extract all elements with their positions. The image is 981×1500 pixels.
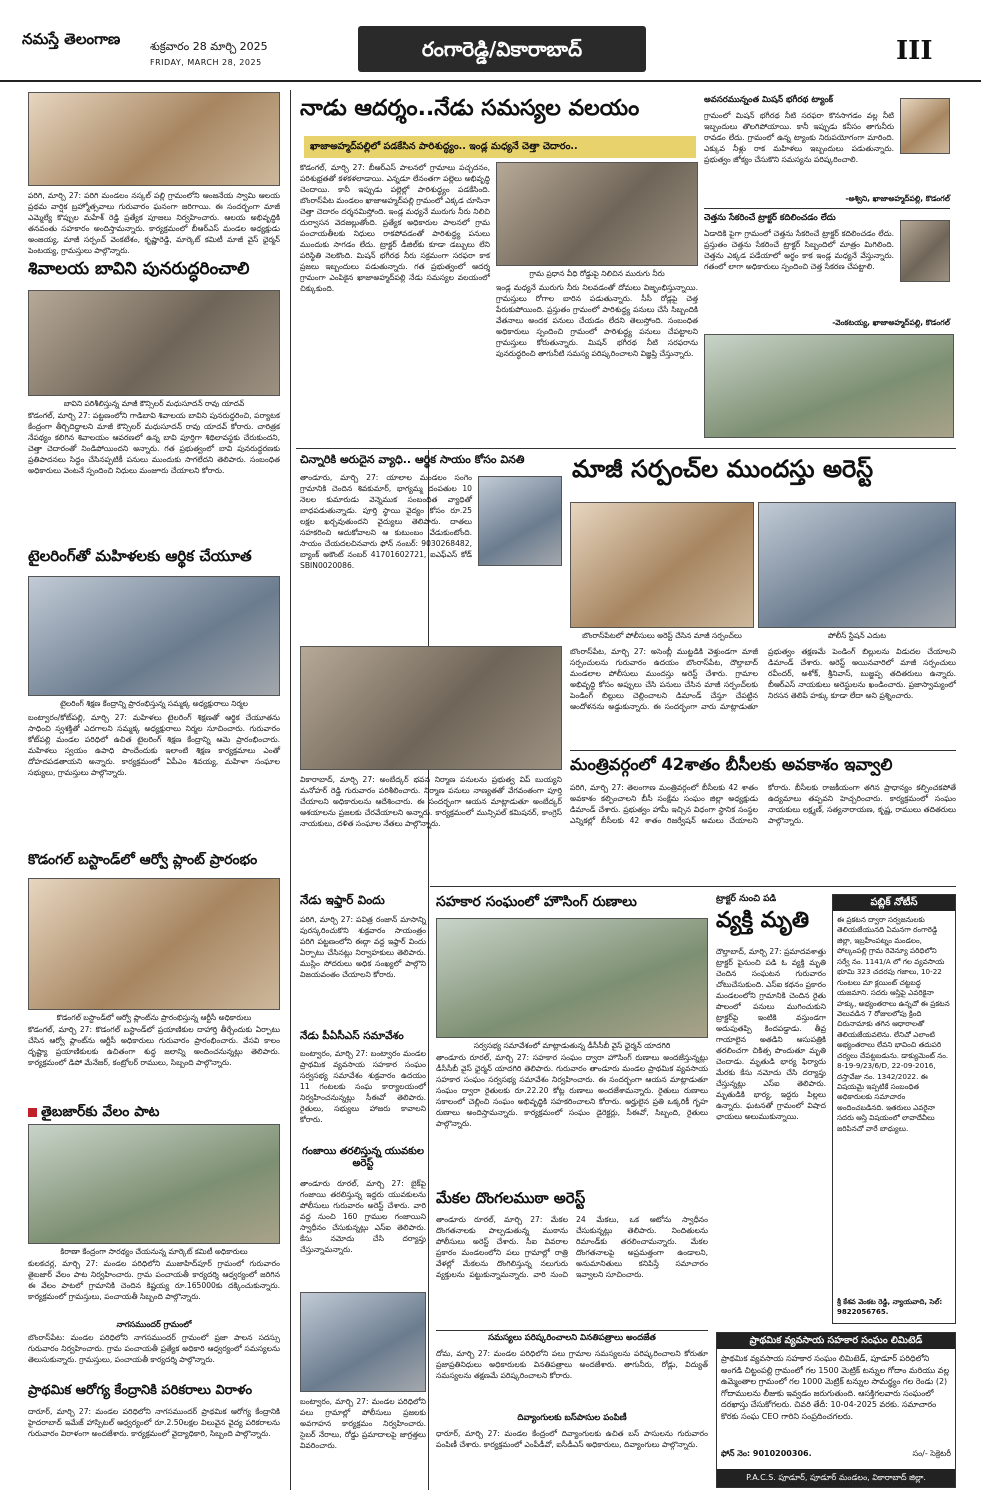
article-body: తాండూరు రూరల్, మార్చి 27: మేకల దొంగతనాలకు పాల్పడుతున్న ముఠాను పోలీసులు అరెస్ట్ చేశారు. సీఐ వివరాల ప్రకారం మండలంలోని పలు గ్రామాల్లో రాత్రి వేళల్లో మేకలను దొంగిలిస్తున్న నలుగురు వ్యక్తులను పట్టుకున్నామన్నారు. వారి నుంచి 24 మేకలు, ఒక ఆటోను స్వాధీనం చేసుకున్నట్లు తెలిపారు. నిందితులను రిమాండ్‌కు తరలించామన్నారు. మేకల దొంగతనాలపై అప్రమత్తంగా ఉండాలని, అనుమానితులు కనిపిస్తే సమాచారం ఇవ్వాలని సూచించారు. <box>436 1215 708 1279</box>
bullet-icon <box>28 1108 37 1117</box>
photo-caption: కొడంగల్ బస్టాండ్‌లో ఆర్వో ప్లాంట్‌ను ప్రారంభిస్తున్న ఆర్టీసీ అధికారులు <box>28 1012 280 1025</box>
tractor-photo <box>704 334 954 438</box>
market-auction-photo <box>28 1124 280 1244</box>
notice-footer: P.A.C.S. పూడూర్, పూడూర్ మండలం, వికారాబాద్ జిల్లా. <box>717 1469 955 1487</box>
article-body: కొడంగల్, మార్చి 27: బీఆర్ఎస్ పాలనలో గ్రామాలు పచ్చదనం, పరిశుభ్రతతో కళకళలాడాయి. ఎన్నడూ లేనంతగా పల్లెలు అభివృద్ధి చెందాయి. కానీ ఇప్పుడు పల్లెల్లో పారిశుద్ధ్యం పడకేసింది. బొంరాస్‌పేట మండలం ఖాజాఅహ్మద్‌పల్లి గ్రామంలో ఎక్కడ చూసినా చెత్తా చెదారం దర్శనమిస్తోంది. ఇండ్ల మధ్యనే మురుగు నీరు నిలిచి దుర్వాసన వెదజల్లుతోంది. ప్రత్యేక అధికారుల పాలనలో గ్రామ పంచాయతీలకు నిధులు రాకపోవడంతో పారిశుద్ధ్య పనులు ముందుకు సాగడం లేదు. ట్రాక్టర్ డీజిల్‌కు కూడా డబ్బులు లేని పరిస్థితి నెలకొంది. మిషన్ భగీరథ నీరు సక్రమంగా సరఫరా కాక ప్రజలు ఇబ్బందులు పడుతున్నారు. గత ప్రభుత్వంలో ఆదర్శ గ్రామంగా ఎంపికైన ఖాజాఅహ్మద్‌పల్లి నేడు సమస్యల వలయంలో చిక్కుకుంది. <box>300 163 490 293</box>
divider <box>570 750 956 751</box>
article-headline: సహకార సంఘంలో హౌసింగ్ రుణాలు <box>436 894 637 910</box>
notice-body: ప్రాథమిక వ్యవసాయ సహకార సంఘం లిమిటెడ్, పూడూర్ పరిధిలోని అంగడి చిట్టంపల్లి గ్రామంలో గల 1500 మెట్రిక్ టన్నుల గోదాం మరియు వల్ల ఉమ్మెంతాల గ్రామంలో గల 1000 మెట్రిక్ టన్నుల సామర్థ్యం గల రెండు (2) గోదాములను లీజుకు ఇవ్వడం జరుగుతుంది. ఆసక్తిగలవారు సంఘంలో దరఖాస్తు చేసుకోగలరు. చివరి తేదీ: 10-04-2025 వరకు. సమాచారం కొరకు సంఘ CEO గారిని సంప్రదించగలరు. <box>721 1354 950 1421</box>
article-body: బంట్వారం, మార్చి 27: బంట్వారం మండల ప్రాథమిక వ్యవసాయ సహకార సంఘం సర్వసభ్య సమావేశం శుక్రవారం ఉదయం 11 గంటలకు సంఘ కార్యాలయంలో నిర్వహించనున్నట్లు సీఈవో తెలిపారు. రైతులు, సభ్యులు హాజరు కావాలని కోరారు. <box>300 1049 426 1124</box>
article-body: దౌల్తాబాద్, మార్చి 27: ప్రమాదవశాత్తు ట్రాక్టర్ పైనుంచి పడి ఓ వ్యక్తి మృతి చెందిన సంఘటన గురువారం చోటుచేసుకుంది. ఎస్ఐ కథనం ప్రకారం మండలంలోని గ్రామానికి చెందిన రైతు పొలంలో పనులు ముగించుకుని ట్రాక్టర్‌పై ఇంటికి వస్తుండగా అదుపుతప్పి కిందపడ్డాడు. తీవ్ర గాయాలైన అతడిని ఆసుపత్రికి తరలించగా చికిత్స పొందుతూ మృతి చెందాడు. మృతుడి భార్య ఫిర్యాదు మేరకు కేసు నమోదు చేసి దర్యాప్తు చేస్తున్నట్లు ఎస్ఐ తెలిపారు. మృతుడికి భార్య, ఇద్దరు పిల్లలు ఉన్నారు. ఘటనతో గ్రామంలో విషాద ఛాయలు అలుముకున్నాయి. <box>716 947 826 1121</box>
photo-caption: బావిని పరిశీలిస్తున్న మాజీ కౌన్సిలర్ మధుసూదన్ రావు యాదవ్ <box>28 398 280 411</box>
article-body: తాండూరు రూరల్, మార్చి 27: సహకార సంఘం ద్వారా హౌసింగ్ రుణాలు అందజేస్తున్నట్లు డీసీసీబీ వైస్ ఛైర్మన్ యాదగిరి తెలిపారు. గురువారం తాండూరు మండల ప్రాథమిక వ్యవసాయ సహకార సంఘం సర్వసభ్య సమావేశం నిర్వహించారు. ఈ సందర్భంగా ఆయన మాట్లాడుతూ సంఘం ద్వారా రైతులకు రూ.22.20 కోట్ల రుణాలు అందజేశామన్నారు. రైతులు రుణాలు సకాలంలో చెల్లించి సంఘం అభివృద్ధికి సహకరించాలని కోరారు. అర్హులైన ప్రతి ఒక్కరికీ గృహ రుణాలు అందిస్తామన్నారు. కార్యక్రమంలో సంఘం డైరెక్టర్లు, సీఈవో, సిబ్బంది, రైతులు పాల్గొన్నారు. <box>436 1053 708 1128</box>
newspaper-brand: నమస్తే తెలంగాణ <box>22 30 121 48</box>
article-body: ధారూర్, మార్చి 27: మండల కేంద్రంలో దివ్యాంగులకు ఉచిత బస్ పాసులను గురువారం పంపిణీ చేశారు. కార్యక్రమంలో ఎంపీడీవో, ఐసీడీఎస్ అధికారులు, దివ్యాంగులు పాల్గొన్నారు. <box>436 1429 708 1449</box>
arrest-photo-1 <box>570 502 754 628</box>
article-headline: కొడంగల్ బస్టాండ్‌లో ఆర్వో ప్లాంట్ ప్రారంభం <box>28 852 258 868</box>
notice-phone: ఫోన్ నెం: 9010200306. <box>721 1449 812 1458</box>
article-headline <box>28 1104 280 1120</box>
column-divider <box>290 90 291 1490</box>
article-headline: దివ్యాంగులకు బస్‌పాసుల పంపిణీ <box>517 1413 627 1423</box>
photo-caption: గ్రామ ప్రధాన వీధి రోడ్డుపై నిలిచిన మురుగు నీరు <box>496 268 698 281</box>
article-headline: శివాలయ బావిని పునరుద్ధరించాలి <box>28 259 250 279</box>
notice-header: ప్రాథమిక వ్యవసాయ సహకార సంఘం లిమిటెడ్ <box>717 1333 955 1349</box>
article-headline: నేడు ఇఫ్తార్ విందు <box>300 893 385 907</box>
article-body: ఇండ్ల మధ్యనే మురుగు నీరు నిలవడంతో దోమలు విజృంభిస్తున్నాయి. గ్రామస్తులు రోగాల బారిన పడుతున్నారు. సీసీ రోడ్లపై చెత్త పేరుకుపోయింది. ప్రస్తుతం గ్రామంలో పారిశుద్ధ్య పనులు చేసే సిబ్బందికి వేతనాలు అందక పనులు చేయడం లేదని తెలుస్తోంది. సంబంధిత అధికారులు స్పందించి గ్రామంలో పారిశుద్ధ్య పనులు చేపట్టాలని గ్రామస్తులు కోరుతున్నారు. మిషన్ భగీరథ నీటి సరఫరాను పునరుద్ధరించి తాగునీటి సమస్య పరిష్కరించాలని విజ్ఞప్తి చేస్తున్నారు. <box>496 283 698 358</box>
article-body: తాండూరు రూరల్, మార్చి 27: బైక్‌పై గంజాయి తరలిస్తున్న ఇద్దరు యువకులను పోలీసులు గురువారం అరెస్ట్ చేశారు. వారి వద్ద నుంచి 160 గ్రాముల గంజాయిని స్వాధీనం చేసుకున్నట్లు ఎస్ఐ తెలిపారు. కేసు నమోదు చేసి దర్యాప్తు చేస్తున్నామన్నారు. <box>300 1179 426 1254</box>
tailoring-photo <box>28 576 280 696</box>
article-body: పరిగి, మార్చి 27: పవిత్ర రంజాన్ మాసాన్ని పురస్కరించుకొని శుక్రవారం సాయంత్రం పరిగి పట్టణంలోని ఈద్గా వద్ద ఇఫ్తార్ విందు ఏర్పాటు చేసినట్లు నిర్వాహకులు తెలిపారు. ముస్లిం సోదరులు అధిక సంఖ్యలో పాల్గొని విజయవంతం చేయాలని కోరారు. <box>300 915 426 979</box>
photo-caption: బొంరాస్‌పేటలో పోలీసులు అరెస్ట్ చేసిన మాజీ సర్పంచ్‌లు <box>570 630 754 643</box>
article-body: బంట్వారం, మార్చి 27: మండల పరిధిలోని పలు గ్రామాల్లో పోలీసులు ప్రజలకు అవగాహన కార్యక్రమం నిర్వహించారు. సైబర్ నేరాలు, రోడ్డు ప్రమాదాలపై జాగ్రత్తలు వివరించారు. <box>300 1397 426 1450</box>
divider <box>430 886 956 887</box>
article-body: పరిగి, మార్చి 27: పరిగి మండలం నస్కల్ పల్లి గ్రామంలోని ఆంజనేయ స్వామి ఆలయ ప్రథమ వార్షిక బ్రహ్మోత్సవాలు గురువారం ఘనంగా జరిగాయి. ఈ సందర్భంగా మాజీ ఎమ్మెల్యే కొప్పుల మహేశ్ రెడ్డి ప్రత్యేక పూజలు నిర్వహించారు. ఆలయ అభివృద్ధికి తనవంతు సహకారం అందిస్తామన్నారు. కార్యక్రమంలో బీఆర్ఎస్ మండల అధ్యక్షుడు అంజయ్య, మాజీ సర్పంచ్ వెంకటేశం, కృష్ణారెడ్డి, మార్కెట్ కమిటీ మాజీ వైస్ ఛైర్మన్ పెంటయ్య, గ్రామస్తులు పాల్గొన్నారు. <box>28 191 280 255</box>
article-body: బొంరాస్‌పేట, మార్చి 27: అసెంబ్లీ ముట్టడికి వెళ్తుండగా మాజీ సర్పంచులను గురువారం ఉదయం బొంరాస్‌పేట, దౌల్తాబాద్ మండలాల పోలీసులు ముందస్తు అరెస్ట్ చేశారు. గ్రామాల అభివృద్ధి కోసం అప్పులు చేసి పనులు చేసిన మాజీ సర్పంచ్‌లకు పెండింగ్ బిల్లులు చెల్లించాలని డిమాండ్ చేస్తూ చేపట్టిన ఆందోళనను అడ్డుకున్నారు. ఈ సందర్భంగా వారు మాట్లాడుతూ ప్రభుత్వం తక్షణమే పెండింగ్ బిల్లులను విడుదల చేయాలని డిమాండ్ చేశారు. అరెస్ట్ అయినవారిలో మాజీ సర్పంచులు రవీందర్, అశోక్, శ్రీనివాస్, బుజ్జప్ప తదితరులు ఉన్నారు. బీఆర్ఎస్ నాయకులు అరెస్టులను ఖండించారు. ప్రజాస్వామ్యంలో నిరసన తెలిపే హక్కు కూడా లేదా అని ప్రశ్నించారు. <box>570 647 956 711</box>
police-banner-photo <box>300 1292 426 1392</box>
photo-caption: కిరాణా కేంద్రంగా సారథ్యం చేయనున్న మార్కెట్ కమిటీ అధికారులు <box>28 1246 280 1259</box>
quote-title: అవసరమున్నంత మిషన్ భగీరథ ట్యాంక్ <box>704 95 834 105</box>
quote-body: గ్రామంలో మిషన్ భగీరథ నీటి సరఫరా కొనసాగడం వల్ల నీటి ఇబ్బందులు తొలగిపోయాయి. కానీ ఇప్పుడు కనీసం తాగునీరు రావడం లేదు. గ్రామంలో ఉన్న ట్యాంకు నిరుపయోగంగా మారింది. ఎక్కువ నీళ్లు రాక మహిళలు ఇబ్బందులు పడుతున్నారు. ప్రభుత్వం జోక్యం చేసుకొని సమస్యను పరిష్కరించాలి. <box>704 111 894 164</box>
article-body: దారూర్, మార్చి 27: మండల పరిధిలోని నాగసముందర్ ప్రాథమిక ఆరోగ్య కేంద్రానికి హైదరాబాద్ ఇమేజ్ హాస్పిటల్ ఆధ్వర్యంలో రూ.2.50లక్షల విలువైన వైద్య పరికరాలను గురువారం విరాళంగా అందజేశారు. కార్యక్రమంలో వైద్యాధికారి, సిబ్బంది పాల్గొన్నారు. <box>28 1407 280 1438</box>
resident-portrait <box>900 98 950 154</box>
notice-sign: సం/- సెక్రెటరీ <box>912 1449 951 1458</box>
article-headline: మంత్రివర్గంలో 42శాతం బీసీలకు అవకాశం ఇవ్వాలి <box>570 755 893 774</box>
article-body: కొడంగల్, మార్చి 27: పట్టణంలోని గాడిబావి శివాలయ బావిని పునరుద్ధరించి, పర్యాటక కేంద్రంగా తీర్చిదిద్దాలని మాజీ కౌన్సిలర్ మధుసూదన్ రావు యాదవ్ కోరారు. చారిత్రక నేపథ్యం కలిగిన శివాలయం ఆవరణలో ఉన్న బావి పూర్తిగా శిథిలావస్థకు చేరుకుందని, చెత్తా చెదారంతో నిండిపోయిందని అన్నారు. గత ప్రభుత్వంలో బావి పునరుద్ధరణకు ప్రతిపాదనలు సిద్ధం చేసినప్పటికీ పనులు ముందుకు సాగలేదని తెలిపారు. సంబంధిత అధికారులు వెంటనే స్పందించి నిధులు మంజూరు చేయాలని కోరారు. <box>28 411 280 475</box>
quote-title: చెత్తను సేకరించే ట్రాక్టర్ కదిలించడం లేదు <box>704 213 836 223</box>
article-headline: గంజాయి తరలిస్తున్న యువకుల అరెస్ట్ <box>302 1146 424 1169</box>
photo-caption: పోలీస్ స్టేషన్ ఎదుట <box>758 630 956 643</box>
photo-caption: టైలరింగ్ శిక్షణ కేంద్రాన్ని ప్రారంభిస్తున్న సమ్మక్క అధ్యక్షురాలు నిర్మల <box>28 698 280 711</box>
resident-portrait <box>900 220 950 282</box>
article-headline: మేకల దొంగలముఠా అరెస్ట్ <box>436 1189 586 1207</box>
article-headline: మాజీ సర్పంచ్‌ల ముందస్తు అరెస్ట్ <box>572 455 874 483</box>
article-kicker: ట్రాక్టర్ నుంచి పడి <box>716 894 777 904</box>
arrest-photo-2 <box>758 502 956 628</box>
photo-caption: సర్వసభ్య సమావేశంలో మాట్లాడుతున్న డీసీసీబీ వైస్ ఛైర్మన్ యాదగిరి <box>436 1040 708 1053</box>
notice-header: పబ్లిక్ నోటీస్ <box>833 895 955 911</box>
quote-body: ఏడాదికి పైగా గ్రామంలో చెత్తను సేకరించే ట్రాక్టర్ కదిలించడం లేదు. ప్రస్తుతం చెత్తను సేకరించే ట్రాక్టర్ సిబ్బందిలో మాత్రం మిగిలింది. చెత్తను ఎక్కడ పడేయాలో అర్థం కాక ఇండ్ల మధ్యనే వేస్తున్నారు. గతంలో లాగా అధికారులు స్పందించి చెత్త సేకరణ చేపట్టాలి. <box>704 229 894 271</box>
article-body: దోమ, మార్చి 27: మండల పరిధిలోని పలు గ్రామాల సమస్యలను పరిష్కరించాలని కోరుతూ ప్రజాప్రతినిధులు అధికారులకు వినతిపత్రాలు అందజేశారు. తాగునీరు, రోడ్లు, విద్యుత్ సమస్యలను తక్షణమే పరిష్కరించాలని కోరారు. <box>436 1349 708 1380</box>
date-english: FRIDAY, MARCH 28, 2025 <box>150 58 262 67</box>
lead-subhead: ఖాజాఅహ్మద్‌పల్లిలో పడకేసిన పారిశుద్ధ్యం.. ఇండ్ల మధ్యనే చెత్తా చెదారం.. <box>304 136 696 158</box>
divider <box>704 208 950 209</box>
article-body: బొంరాస్‌పేట: మండల పరిధిలోని నాగసముందర్ గ్రామంలో ప్రజా పాలన సదస్సు గురువారం నిర్వహించారు. గ్రామ పంచాయతీ ప్రత్యేక అధికారి ఆధ్వర్యంలో సమస్యలను తెలుసుకున్నారు. గ్రామస్తులు, పంచాయతీ కార్యదర్శి పాల్గొన్నారు. <box>28 1333 280 1364</box>
lead-headline: నాడు ఆదర్శం..నేడు సమస్యల వలయం <box>300 96 640 121</box>
page-number: III <box>896 36 933 66</box>
article-headline: నాగసముందర్ గ్రామంలో <box>116 1320 192 1329</box>
notice-body: ఈ ప్రకటన ద్వారా సర్వజనులకు తెలియజేయునది ఏమనగా రంగారెడ్డి జిల్లా, ఇబ్రహీంపట్నం మండలం, పోల్కంపల్లి గ్రామ రెవెన్యూ పరిధిలోని సర్వే నం. 1141/A లో గల వ్యవసాయ భూమి 323 చదరపు గజాలు, 10-22 గుంటలు మా క్లయింట్ చట్టబద్ధ యజమాని. సదరు ఆస్తిపై ఎవరికైనా హక్కు, అభ్యంతరాలు ఉన్నచో ఈ ప్రకటన వెలువడిన 7 రోజులలోపు క్రింది చిరునామాకు తగిన ఆధారాలతో తెలియజేయవలెను. లేనిచో ఎలాంటి అభ్యంతరాలు లేవని భావించి తదుపరి చర్యలు చేపట్టబడును. డాక్యుమెంట్ నం. 8-19-9/23/6/D, 22-09-2016, దస్తావేజు నం. 1342/2022. ఈ విషయమై ఇప్పటికే సంబంధిత అధికారులకు సమాచారం అందించబడినది. ఇతరులు ఎవరైనా సదరు ఆస్తి విషయంలో లావాదేవీలు జరిపినచో వారే బాధ్యులు. <box>837 915 950 1133</box>
article-body: పరిగి, మార్చి 27: తెలంగాణ మంత్రివర్గంలో బీసీలకు 42 శాతం అవకాశం కల్పించాలని బీసీ సంక్షేమ సంఘం జిల్లా అధ్యక్షుడు డిమాండ్ చేశారు. ప్రభుత్వం హామీ ఇచ్చిన విధంగా స్థానిక సంస్థల ఎన్నికల్లో బీసీలకు 42 శాతం రిజర్వేషన్ అమలు చేయాలని కోరారు. బీసీలకు రాజకీయంగా తగిన ప్రాధాన్యం కల్పించకపోతే ఉద్యమాలు తప్పవని హెచ్చరించారు. కార్యక్రమంలో సంఘం నాయకులు లక్ష్మణ్, సత్యనారాయణ, కృష్ణ, రాములు తదితరులు పాల్గొన్నారు. <box>570 783 956 825</box>
construction-visit-photo <box>300 646 562 770</box>
article-headline: చిన్నారికి అరుదైన వ్యాధి.. ఆర్థిక సాయం కోసం వినతి <box>300 453 525 466</box>
article-body: కొడంగల్, మార్చి 27: కొడంగల్ బస్టాండ్‌లో ప్రయాణికుల దాహార్తి తీర్చేందుకు ఏర్పాటు చేసిన ఆర్వో ప్లాంట్‌ను ఆర్టీసీ అధికారులు గురువారం ప్రారంభించారు. వేసవి కాలం దృష్ట్యా ప్రయాణికులకు ఉచితంగా శుద్ధ జలాన్ని అందించనున్నట్లు తెలిపారు. కార్యక్రమంలో డిపో మేనేజర్, కంట్రోలర్ రాములు, సిబ్బంది పాల్గొన్నారు. <box>28 1025 280 1067</box>
temple-event-photo <box>28 92 280 186</box>
article-headline: నేడు పీఏసీఎస్ సమావేశం <box>300 1030 404 1042</box>
divider <box>436 1330 708 1331</box>
article-headline: ప్రాథమిక ఆరోగ్య కేంద్రానికి పరికరాలు విరాళం <box>28 1383 253 1398</box>
public-notice-box <box>832 894 956 1324</box>
meeting-photo <box>436 918 708 1038</box>
date-telugu: శుక్రవారం 28 మార్చి 2025 <box>150 40 268 53</box>
quote-attribution: -వెంకటయ్య, ఖాజాఅహ్మద్‌పల్లి, కొడంగల్ <box>832 318 950 327</box>
edition-title: రంగారెడ్డి/వికారాబాద్ <box>358 26 646 72</box>
family-photo <box>478 476 562 566</box>
stepwell-photo <box>28 290 280 396</box>
article-body: వికారాబాద్, మార్చి 27: అంబేద్కర్ భవన నిర్మాణ పనులను ప్రభుత్వ విప్ బుయ్యని మనోహర్ రెడ్డి గురువారం పరిశీలించారు. నిర్మాణ పనులు నాణ్యతతో వేగవంతంగా పూర్తి చేయాలని అధికారులను ఆదేశించారు. ఈ సందర్భంగా ఆయన మాట్లాడుతూ అంబేద్కర్ ఆశయాలను ప్రజలకు చేరవేయాలని అన్నారు. కార్యక్రమంలో మున్సిపల్ కమిషనర్, కాంగ్రెస్ నాయకులు, దళిత సంఘాల నేతలు పాల్గొన్నారు. <box>300 775 562 828</box>
sewage-photo <box>496 162 698 266</box>
article-body: తాండూరు, మార్చి 27: యాలాల మండలం సంగెం గ్రామానికి చెందిన శివకుమార్, భాగ్యమ్మ దంపతుల 10 నెలల కుమారుడు వెన్నెముక సంబంధిత వ్యాధితో బాధపడుతున్నాడు. పూర్తి స్థాయి వైద్యం కోసం రూ.25 లక్షల ఖర్చవుతుందని వైద్యులు తెలిపారు. దాతలు సహకరించి ఆదుకోవాలని ఆ కుటుంబం వేడుకుంటోంది. సాయం చేయదలచినవారు ఫోన్ నంబర్: 9030268482, బ్యాంక్ అకౌంట్ నంబర్ 41701602721, ఐఎఫ్ఎస్ కోడ్ SBIN0020086. <box>300 473 472 570</box>
article-headline: సమస్యలు పరిష్కరించాలని వినతిపత్రాలు అందజేత <box>488 1333 656 1343</box>
divider <box>296 448 956 449</box>
quotes-column <box>704 96 954 446</box>
ro-plant-photo <box>28 878 280 1010</box>
article-headline: టైలరింగ్‌తో మహిళలకు ఆర్థిక చేయూత <box>28 547 252 565</box>
masthead <box>0 0 981 82</box>
headline-text: తైబజార్‌కు వేలం పాట <box>41 1104 160 1120</box>
notice-signer: శ్రీ కేశవ వెంకట రెడ్డి, న్యాయవాది, సెల్: 9822056765. <box>837 1298 943 1317</box>
article-body: కులకచర్ల, మార్చి 27: మండల పరిధిలోని ముజాహిద్‌పూర్ గ్రామంలో గురువారం తైబజార్ వేలం పాట నిర్వహించారు. గ్రామ పంచాయతీ కార్యదర్శి ఆధ్వర్యంలో జరిగిన ఈ వేలం పాటలో గ్రామానికి చెందిన కిష్టయ్య రూ.165000కు దక్కించుకున్నారు. కార్యక్రమంలో గ్రామస్తులు, పంచాయతీ సిబ్బంది పాల్గొన్నారు. <box>28 1259 280 1301</box>
pacs-notice-box <box>716 1332 956 1488</box>
quote-attribution: -అశ్విని, ఖాజాఅహ్మద్‌పల్లి, కొడంగల్ <box>845 194 950 203</box>
article-body: బంట్వారం/కోట్‌పల్లి, మార్చి 27: మహిళలు టైలరింగ్ శిక్షణతో ఆర్థిక చేయూతను సాధించి స్వశక్తితో ఎదగాలని సమ్మక్క అధ్యక్షురాలు నిర్మల సూచించారు. గురువారం కోట్‌పల్లి మండల పరిధిలో ఉచిత టైలరింగ్ శిక్షణ కేంద్రాన్ని ఆమె ప్రారంభించారు. మహిళలు స్వయం ఉపాధి పొందేందుకు ఇలాంటి శిక్షణ కార్యక్రమాలు ఎంతో దోహదపడతాయని అన్నారు. కార్యక్రమంలో ఏపీఎం శివయ్య, మహిళా సంఘాల సభ్యులు, గ్రామస్తులు పాల్గొన్నారు. <box>28 713 280 777</box>
article-headline: వ్యక్తి మృతి <box>716 908 810 933</box>
